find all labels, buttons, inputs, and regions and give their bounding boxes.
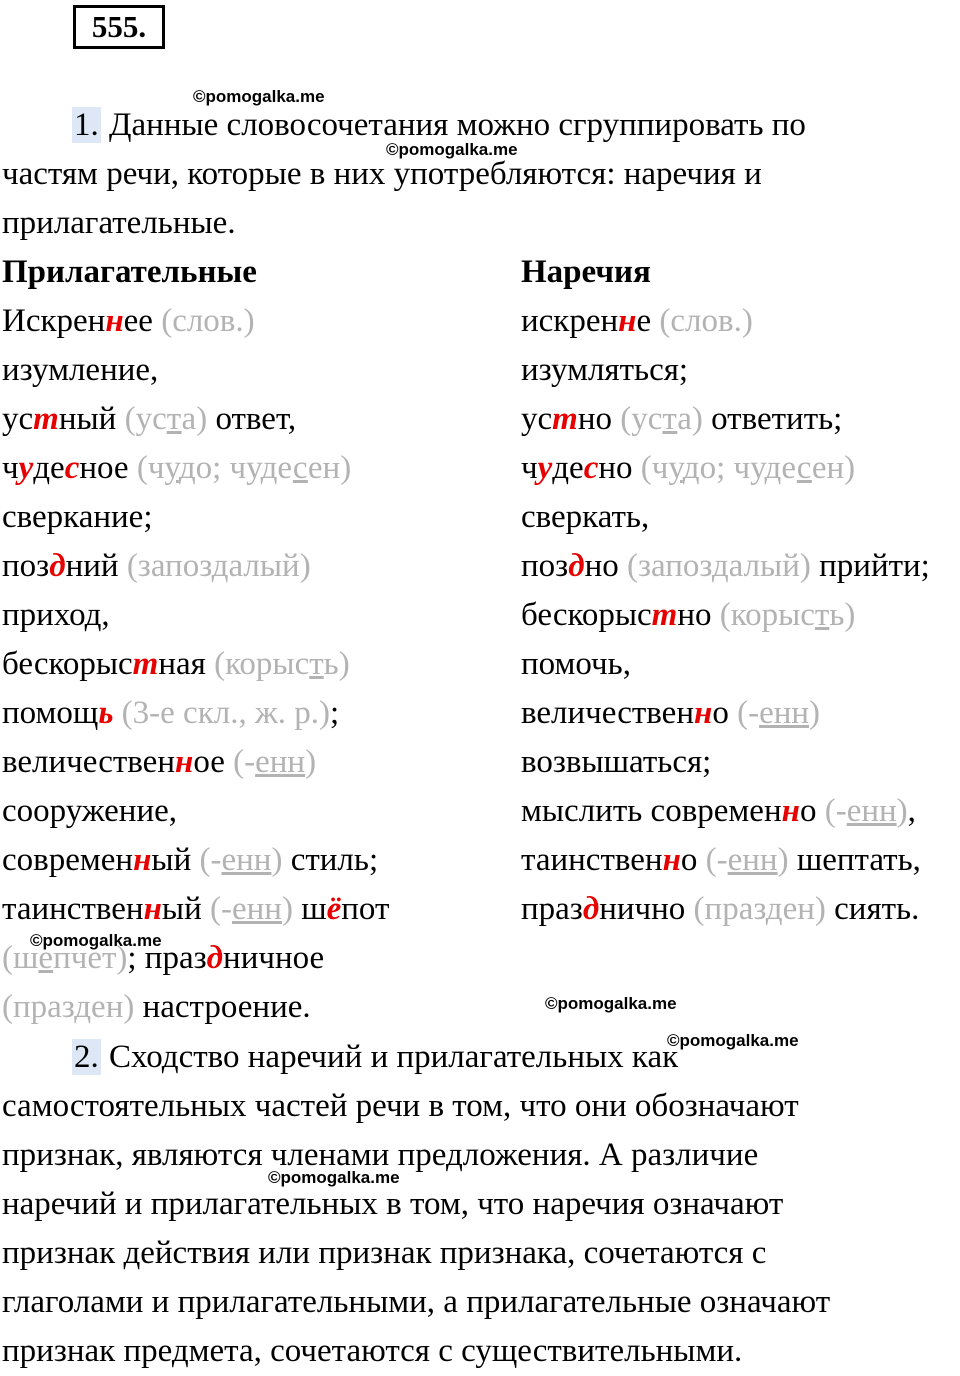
paragraph-number: 2.: [74, 1039, 99, 1075]
paragraph-1-line: прилагательные.: [2, 205, 236, 241]
column-header-adverbs: Наречия: [521, 254, 651, 290]
task-number: 555.: [73, 5, 165, 49]
adjective-entry: помощь (3-е скл., ж. р.);: [2, 695, 340, 731]
paragraph-2-line: [72, 1033, 678, 1082]
adjective-entry: сверкание;: [2, 499, 153, 535]
adverb-entry: празднично (празден) сиять.: [521, 891, 920, 927]
adverb-entry: величественно (-енн): [521, 695, 821, 731]
adjective-entry: чудесное (чудо; чудесен): [2, 450, 352, 486]
watermark: ©pomogalka.me: [386, 140, 518, 159]
paragraph-number: 1.: [74, 107, 99, 143]
adjective-entry: (шепчет); праздничное: [2, 940, 325, 976]
adverb-entry: поздно (запоздалый) прийти;: [521, 548, 930, 584]
adverb-entry: чудесно (чудо; чудесен): [521, 450, 856, 486]
adverb-entry: таинственно (-енн) шептать,: [521, 842, 921, 878]
paragraph-2-line: самостоятельных частей речи в том, что они обозначают: [2, 1088, 799, 1124]
paragraph-1-line: частям речи, которые в них употребляются: наречия и: [2, 156, 762, 192]
adjective-entry: изумление,: [2, 352, 159, 388]
adjective-entry: бескорыстная (корысть): [2, 646, 350, 682]
watermark: ©pomogalka.me: [193, 87, 325, 106]
adverb-entry: искренне (слов.): [521, 303, 753, 339]
adverb-entry: устно (уста) ответить;: [521, 401, 843, 437]
adjective-entry: сооружение,: [2, 793, 178, 829]
adverb-entry: изумляться;: [521, 352, 689, 388]
text: Сходство наречий и прилагательных как: [109, 1039, 679, 1075]
text: Данные словосочетания можно сгруппировать по: [109, 107, 806, 143]
adverb-entry: сверкать,: [521, 499, 650, 535]
adjective-entry: (празден) настроение.: [2, 989, 311, 1025]
adverb-entry: помочь,: [521, 646, 631, 682]
adverb-entry: мыслить современно (-енн),: [521, 793, 916, 829]
paragraph-2-line: признак действия или признак признака, сочетаются с: [2, 1235, 767, 1271]
paragraph-2-line: признак, являются членами предложения. А различие: [2, 1137, 759, 1173]
watermark: ©pomogalka.me: [667, 1031, 799, 1050]
watermark: ©pomogalka.me: [268, 1168, 400, 1187]
paragraph-2-line: глаголами и прилагательными, а прилагательные означают: [2, 1284, 831, 1320]
adjective-entry: приход,: [2, 597, 110, 633]
adverb-entry: возвышаться;: [521, 744, 712, 780]
paragraph-2-line: наречий и прилагательных в том, что наречия означают: [2, 1186, 784, 1222]
paragraph-1-line: [72, 101, 806, 150]
adverb-entry: бескорыстно (корысть): [521, 597, 856, 633]
adjective-entry: устный (уста) ответ,: [2, 401, 297, 437]
adjective-entry: современный (-енн) стиль;: [2, 842, 379, 878]
adjective-entry: поздний (запоздалый): [2, 548, 311, 584]
column-header-adjectives: Прилагательные: [2, 254, 257, 290]
adjective-entry: величественное (-енн): [2, 744, 317, 780]
adjective-entry: таинственный (-енн) шёпот: [2, 891, 390, 927]
watermark: ©pomogalka.me: [545, 994, 677, 1013]
paragraph-2-line: признак предмета, сочетаются с существительными.: [2, 1333, 743, 1369]
watermark: ©pomogalka.me: [30, 931, 162, 950]
adjective-entry: Искреннее (слов.): [2, 303, 255, 339]
